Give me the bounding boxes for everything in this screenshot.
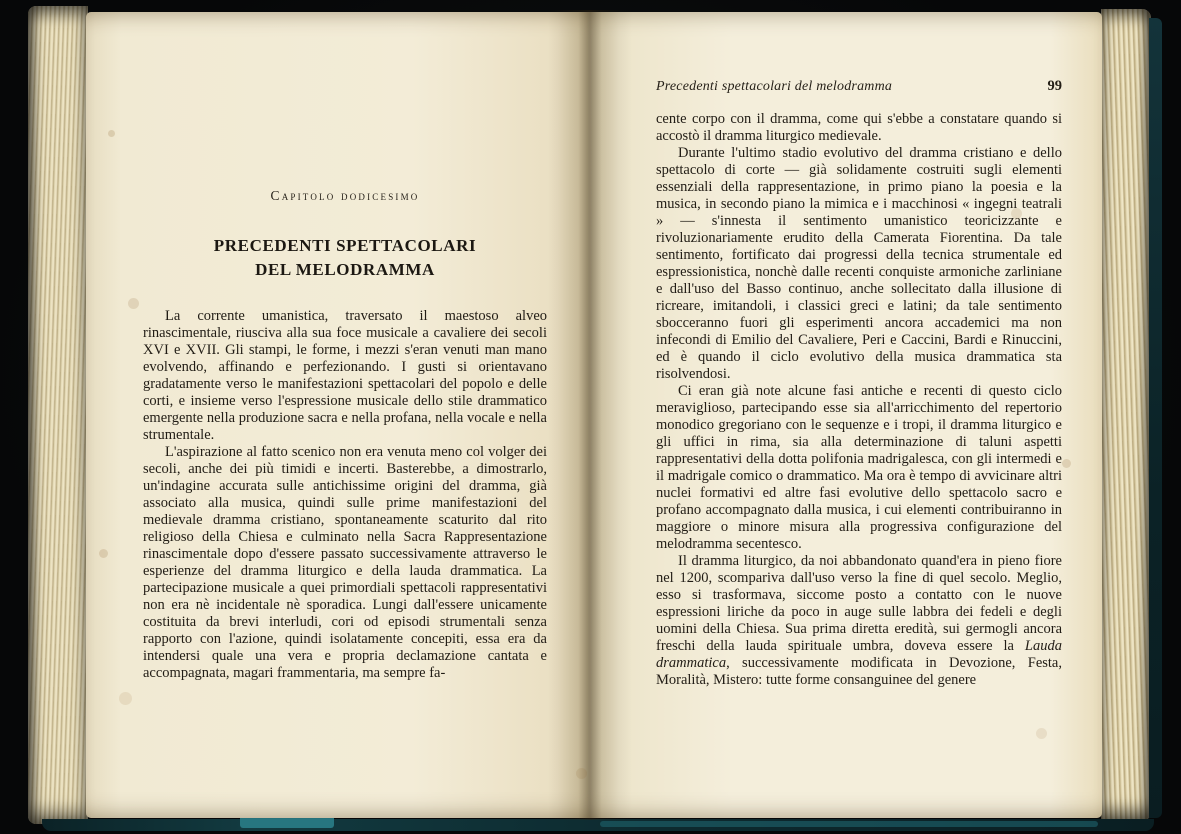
book-cover-right-edge <box>1149 18 1162 818</box>
paragraph-text-before: Il dramma liturgico, da noi abbandonato quand'era in pieno fiore nel 1200, scompariva dall'uso verso la fine di quel secolo. Meglio, esso si trasformava, siccome posto a contatto con le nuove espressioni liriche da poco in auge sulle labbra dei fedeli e degli uomini della Chiesa. Sua prima diretta eredità, sui germogli ancora freschi della lauda spirituale umbra, doveva essere la <box>656 553 1062 654</box>
page-stack-right-edge <box>1101 9 1151 821</box>
chapter-title <box>143 234 547 282</box>
paragraph: La corrente umanistica, traversato il maestoso alveo rinascimentale, riusciva alla sua foce musicale a cavaliere dei secoli XVI e XVII. Gli stampi, le forme, i mezzi s'eran venuti man mano evolvendo, affinando e perfezionando. I gusti si orientavano gradatamente verso le manifestazioni spettacolari del popolo e delle corti, e insieme verso l'espressione musicale dello stile drammatico emergente nella produzione sacra e nella profana, nella vocale e nella strumentale. <box>143 308 547 443</box>
right-page-content <box>656 78 1062 689</box>
paragraph: L'aspirazione al fatto scenico non era venuta meno col volger dei secoli, anche dei più timidi e incerti. Basterebbe, a dimostrarlo, un'indagine accurata sulle antichissime origini del dramma, già associato alla musica, quindi sulle prime manifestazioni del medievale dramma cristiano, spontaneamente scaturito dal rito religioso della Chiesa e culminato nella Sacra Rappresentazione rinascimentale dopo d'essere passato successivamente attraverso le esperienze del dramma liturgico e della lauda drammatica. La partecipazione musicale a quei primordiali spettacoli rappresentativi non era nè incidentale nè sporadica. Lungi dall'essere unicamente costituita da brevi interludi, cori od episodi strumentali senza rapporto con l'azione, quindi isolatamente concepiti, essa era da intendersi quale una vera e propria declamazione cantata e accompagnata, magari frammentaria, ma sempre fa- <box>143 444 547 681</box>
chapter-title-line-2: DEL MELODRAMMA <box>255 260 435 279</box>
italic-term: Lauda drammatica <box>656 638 1062 671</box>
paragraph <box>656 553 1062 689</box>
paragraph: Ci eran già note alcune fasi antiche e recenti di questo ciclo meraviglioso, partecipando esse sia all'arricchimento del repertorio monodico gregoriano con le sequenze e i tropi, il dramma liturgico e gli uffici in rima, sia alla determinazione di taluni aspetti rappresentativi della dotta polifonia madrigalesca, con gli intermedi e il madrigale comico o drammatico. Ma ora è tempo di avvicinare altri nuclei formativi ed altre fasi evolutive dello spettacolo sacro e profano accompagnato dalla musica, i cui elementi contribuiranno in maggiore o minore misura alla progressiva configurazione del melodramma secentesco. <box>656 383 1062 552</box>
chapter-label: Capitolo dodicesimo <box>270 188 420 203</box>
left-page-content <box>143 188 547 682</box>
paragraph-text-after: , successivamente modificata in Devozione, Festa, Moralità, Mistero: tutte forme consanguinee del genere <box>656 655 1062 688</box>
running-header <box>656 78 1062 95</box>
running-title: Precedenti spettacolari del melodramma <box>656 79 893 94</box>
right-page <box>588 12 1102 818</box>
paragraph: Durante l'ultimo stadio evolutivo del dramma cristiano e dello spettacolo di corte — già solidamente costruiti sugli elementi essenziali della rappresentazione, in primo piano la poesia e la musica, in secondo piano la mimica e i macchinosi « ingegni teatrali » — s'innesta il sentimento umanistico teoricizzante e rivoluzionariamente erudito della Camerata Fiorentina. Da tale sentimento, fortificato dai progressi della tecnica strumentale ed espressionistica, nonchè dalle recenti conquiste armoniche zarliniane e dall'uso del Basso continuo, anche sollecitato dalla illusione di ricreare, imitandoli, i classici greci e latini; da tale sentimento sbocceranno fuori gli esperimenti ancora accademici ma non infecondi di Emilio del Cavaliere, Peri e Caccini, Bardi e Rinuccini, ed è quando il ciclo evolutivo della musica drammatica sta risolvendosi. <box>656 145 1062 382</box>
page-number: 99 <box>1047 78 1062 94</box>
left-page <box>86 12 588 818</box>
book-cover-teal-strip <box>600 821 1098 827</box>
paragraph: cente corpo con il dramma, come qui s'ebbe a constatare quando si accostò il dramma liturgico medievale. <box>656 111 1062 144</box>
foxing-spots <box>108 130 115 137</box>
page-stack-left-edge <box>28 6 88 824</box>
chapter-title-line-1: PRECEDENTI SPETTACOLARI <box>213 236 477 255</box>
